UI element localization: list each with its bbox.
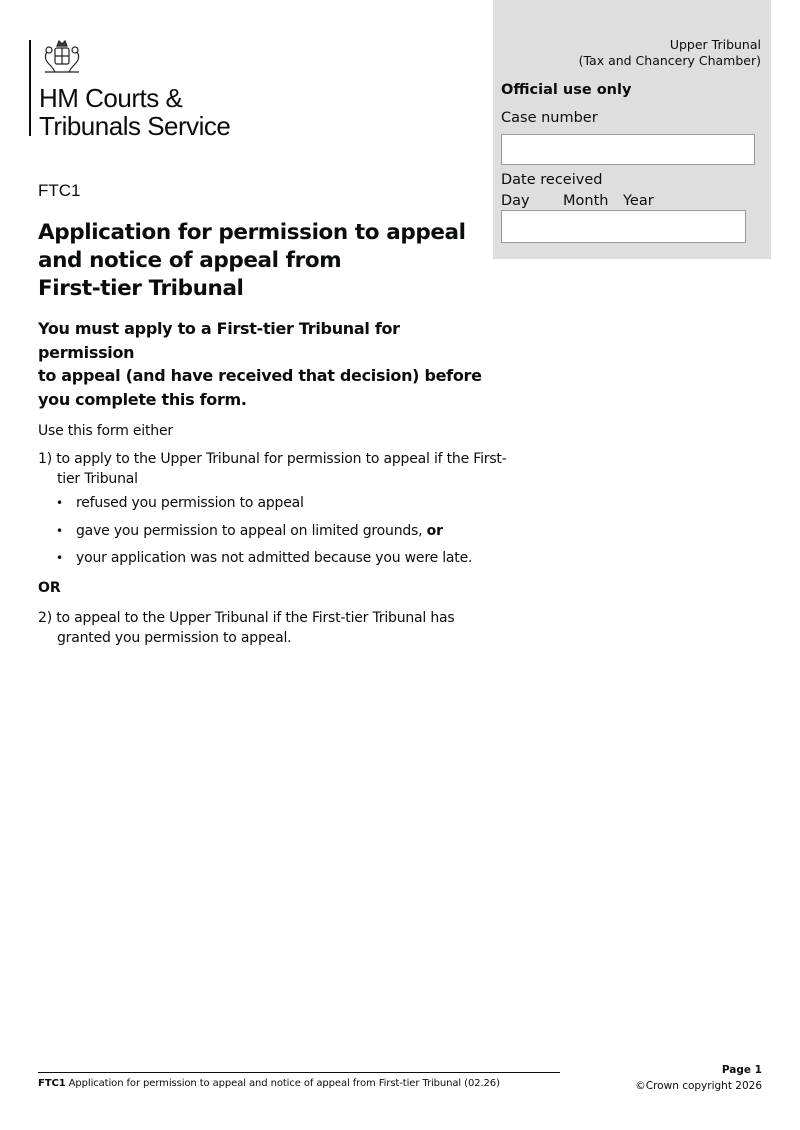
date-part-labels	[501, 193, 654, 209]
date-received-label: Date received	[501, 172, 603, 188]
organisation-name	[39, 84, 230, 140]
page-number: Page 1	[721, 1064, 762, 1076]
title-line-2: and notice of appeal from	[38, 248, 342, 273]
case-number-label: Case number	[501, 110, 598, 126]
title-line-1: Application for permission to appeal	[38, 220, 466, 245]
bullet-item	[56, 548, 472, 568]
year-label: Year	[623, 193, 654, 209]
footer-form-code: FTC1	[38, 1078, 66, 1089]
title-line-3: First-tier Tribunal	[38, 276, 244, 301]
lead-paragraph	[38, 317, 498, 411]
lead-line-3: you complete this form.	[38, 389, 247, 409]
date-received-field[interactable]	[501, 210, 746, 243]
logo-bar	[29, 40, 31, 136]
form-code: FTC1	[38, 181, 81, 200]
bullet-icon: •	[56, 551, 63, 565]
intro-text: Use this form either	[38, 423, 173, 439]
bullet-icon: •	[56, 496, 63, 510]
footer-form-reference	[38, 1078, 500, 1089]
page-title	[38, 219, 488, 303]
bullet-text: refused you permission to appeal	[76, 495, 304, 511]
day-label: Day	[501, 193, 530, 209]
bullet-icon: •	[56, 524, 63, 538]
footer-page-info	[635, 1062, 762, 1094]
bullet-text: gave you permission to appeal on limited grounds,	[76, 523, 423, 539]
tribunal-name	[579, 37, 761, 69]
or-separator: OR	[38, 580, 61, 596]
official-use-title: Official use only	[501, 82, 632, 98]
bullet-item	[56, 521, 443, 541]
organisation-line-1: HM Courts &	[39, 83, 183, 113]
tribunal-line-2: (Tax and Chancery Chamber)	[578, 53, 761, 68]
bullet-or-emphasis: or	[426, 523, 443, 539]
option-1-text: 1) to apply to the Upper Tribunal for permission to appeal if the First-tier Tribunal	[38, 451, 507, 487]
case-number-field[interactable]	[501, 134, 755, 165]
official-use-panel	[493, 0, 771, 259]
organisation-line-2: Tribunals Service	[39, 111, 231, 141]
bullet-item	[56, 493, 304, 513]
month-label: Month	[563, 193, 609, 209]
royal-crest-icon	[39, 38, 85, 78]
footer-divider	[38, 1072, 560, 1073]
bullet-text: your application was not admitted because you were late.	[76, 550, 473, 566]
footer-description: Application for permission to appeal and notice of appeal from First-tier Tribunal (02.26)	[68, 1078, 500, 1089]
lead-line-1: You must apply to a First-tier Tribunal for permission	[38, 319, 400, 362]
lead-line-2: to appeal (and have received that decision) before	[38, 366, 482, 385]
option-2-text: 2) to appeal to the Upper Tribunal if the First-tier Tribunal has granted you permission to appeal.	[38, 610, 455, 646]
copyright: ©Crown copyright 2026	[635, 1080, 762, 1092]
tribunal-line-1: Upper Tribunal	[669, 37, 761, 52]
